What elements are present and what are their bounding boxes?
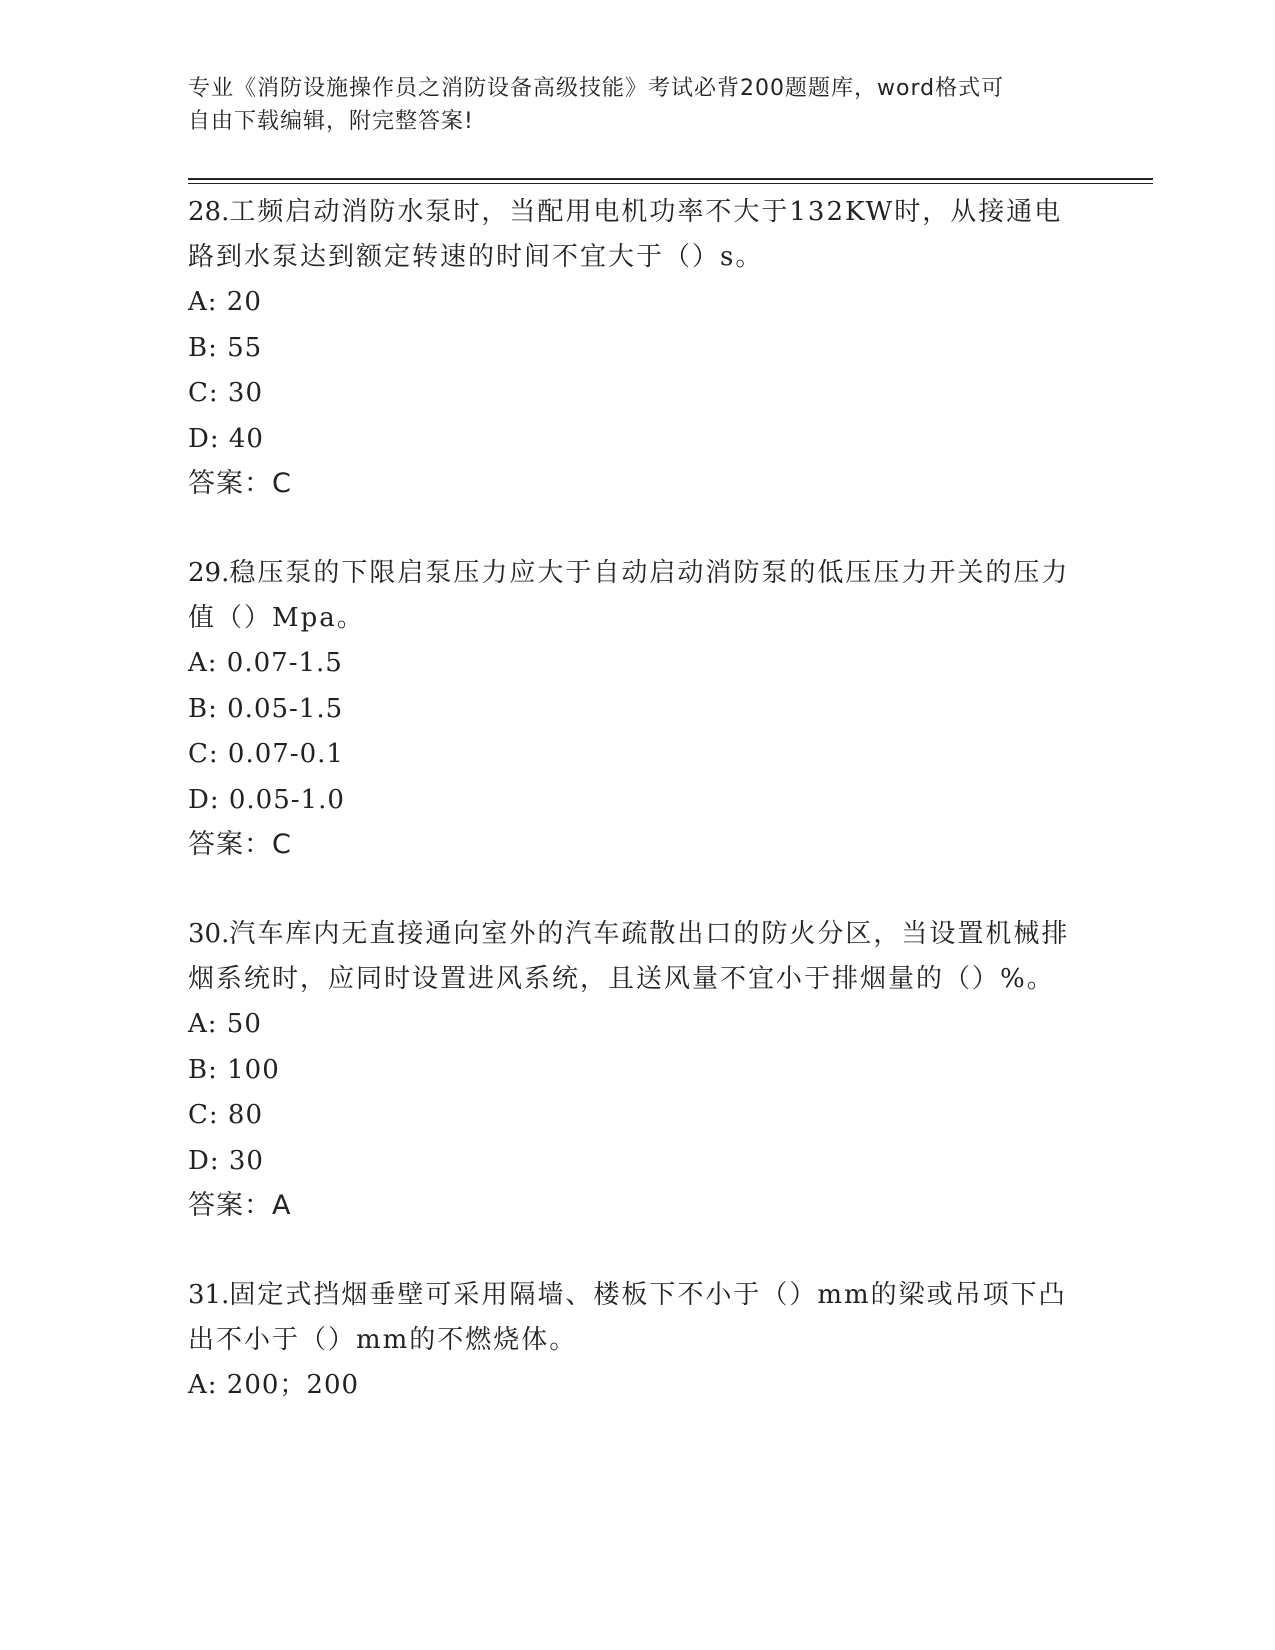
answer: 答案：C <box>188 468 292 499</box>
option-a: A: 0.07-1.5 <box>188 648 343 678</box>
question-text <box>188 551 1088 641</box>
header-divider-thin <box>188 183 1153 184</box>
option-d: D: 40 <box>188 423 264 454</box>
question-text <box>188 912 1088 1002</box>
question-body: 固定式挡烟垂壁可采用隔墙、楼板下不小于（）mm的梁或吊项下凸出不小于（）mm的不燃烧体。 <box>188 1280 1067 1355</box>
question-body: 工频启动消防水泵时，当配用电机功率不大于132KW时，从接通电路到水泵达到额定转速的时间不宜大于（）s。 <box>188 197 1063 272</box>
option-d: D: 0.05-1.0 <box>188 784 345 815</box>
question-31 <box>188 1273 1088 1409</box>
answer: 答案：C <box>188 829 292 860</box>
option-a: A: 200；200 <box>188 1370 360 1400</box>
question-body: 稳压泵的下限启泵压力应大于自动启动消防泵的低压压力开关的压力值（）Mpa。 <box>188 558 1070 633</box>
option-d: D: 30 <box>188 1145 264 1176</box>
question-number: 29. <box>188 558 230 588</box>
question-text <box>188 190 1088 280</box>
question-number: 28. <box>188 197 230 227</box>
option-b: B: 55 <box>188 332 263 363</box>
option-b: B: 0.05-1.5 <box>188 693 344 724</box>
header-divider-thick <box>188 178 1153 180</box>
option-c: C: 0.07-0.1 <box>188 739 344 769</box>
question-list <box>188 190 1088 1454</box>
option-b: B: 100 <box>188 1054 280 1085</box>
answer: 答案：A <box>188 1190 292 1221</box>
header-line-1: 专业《消防设施操作员之消防设备高级技能》考试必背200题题库，word格式可 <box>188 76 1005 101</box>
question-text <box>188 1273 1088 1363</box>
option-a: A: 20 <box>188 287 262 317</box>
question-number: 30. <box>188 919 230 949</box>
option-a: A: 50 <box>188 1009 262 1039</box>
question-28 <box>188 190 1088 506</box>
option-c: C: 80 <box>188 1100 264 1130</box>
question-29 <box>188 551 1088 867</box>
document-header <box>188 72 1088 138</box>
option-c: C: 30 <box>188 378 264 408</box>
question-number: 31. <box>188 1280 230 1310</box>
header-line-2: 自由下载编辑，附完整答案! <box>188 109 474 134</box>
question-30 <box>188 912 1088 1228</box>
question-body: 汽车库内无直接通向室外的汽车疏散出口的防火分区，当设置机械排烟系统时，应同时设置进风系统，且送风量不宜小于排烟量的（）%。 <box>188 919 1070 994</box>
